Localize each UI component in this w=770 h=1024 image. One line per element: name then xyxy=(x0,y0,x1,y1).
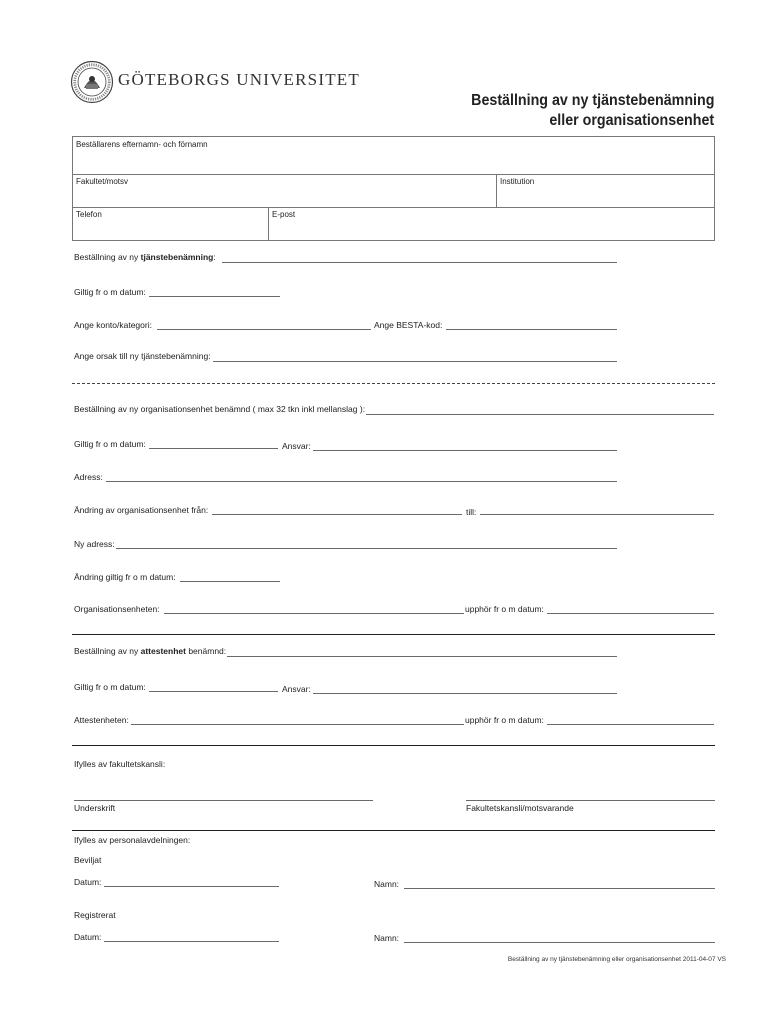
faculty-field[interactable] xyxy=(74,186,494,205)
phone-field[interactable] xyxy=(74,220,266,239)
approved-name-label: Namn: xyxy=(374,879,400,889)
reason-input-line[interactable] xyxy=(213,361,617,362)
org-responsible-input-line[interactable] xyxy=(313,450,617,451)
address-label: Adress: xyxy=(74,472,103,482)
approved-name-input-line[interactable] xyxy=(404,888,715,889)
attest-valid-from-label: Giltig fr o m datum: xyxy=(74,682,146,692)
job-title-input-line[interactable] xyxy=(222,262,617,263)
address-input-line[interactable] xyxy=(106,481,617,482)
change-valid-input-line[interactable] xyxy=(180,581,280,582)
new-address-input-line[interactable] xyxy=(116,548,617,549)
signature-label: Underskrift xyxy=(74,803,116,813)
box-divider xyxy=(268,207,269,241)
change-to-label: till: xyxy=(466,507,477,517)
hr-dept-heading: Ifylles av personalavdelningen: xyxy=(74,835,191,845)
email-field[interactable] xyxy=(270,220,713,239)
change-valid-label: Ändring giltig fr o m datum: xyxy=(74,572,176,582)
registered-name-input-line[interactable] xyxy=(404,942,715,943)
approved-label: Beviljat xyxy=(74,855,102,865)
attest-unit-name-input-line[interactable] xyxy=(227,656,617,657)
org-responsible-label: Ansvar: xyxy=(282,441,311,451)
orderer-name-label: Beställarens efternamn- och förnamn xyxy=(76,140,208,149)
university-seal-icon xyxy=(70,60,114,104)
page-title-line1: Beställning av ny tjänstebenämning xyxy=(470,92,714,109)
box-divider xyxy=(72,174,715,175)
besta-code-input-line[interactable] xyxy=(446,329,617,330)
org-unit-name-input-line[interactable] xyxy=(366,414,714,415)
faculty-office-sign-input-line[interactable] xyxy=(466,800,715,801)
approved-date-label: Datum: xyxy=(74,877,102,887)
form-footer: Beställning av ny tjänstebenämning eller organisationsenhet 2011-04-07 VS xyxy=(507,956,726,963)
section-separator xyxy=(72,634,715,635)
job-title-order-label: Beställning av ny tjänstebenämning: xyxy=(74,252,216,262)
orderer-name-field[interactable] xyxy=(74,150,714,172)
attest-valid-from-input-line[interactable] xyxy=(149,691,278,692)
org-unit-ceases-label: Organisationsenheten: xyxy=(74,604,160,614)
org-unit-ceases-input-line[interactable] xyxy=(164,613,464,614)
org-ceases-date-input-line[interactable] xyxy=(547,613,714,614)
section-separator xyxy=(72,745,715,746)
job-valid-from-input-line[interactable] xyxy=(149,296,280,297)
phone-label: Telefon xyxy=(76,210,102,219)
change-to-input-line[interactable] xyxy=(480,514,714,515)
org-unit-order-label: Beställning av ny organisationsenhet benämnd ( max 32 tkn inkl mellanslag ): xyxy=(74,404,366,414)
attest-unit-order-label: Beställning av ny attestenhet benämnd: xyxy=(74,646,227,656)
attest-responsible-input-line[interactable] xyxy=(313,693,617,694)
attest-ceases-date-input-line[interactable] xyxy=(547,724,714,725)
email-label: E-post xyxy=(272,210,296,219)
org-valid-from-label: Giltig fr o m datum: xyxy=(74,439,146,449)
org-ceases-date-label: upphör fr o m datum: xyxy=(465,604,544,614)
section-separator xyxy=(72,830,715,831)
account-category-label: Ange konto/kategori: xyxy=(74,320,152,330)
account-category-input-line[interactable] xyxy=(157,329,371,330)
reason-label: Ange orsak till ny tjänstebenämning: xyxy=(74,351,211,361)
attest-responsible-label: Ansvar: xyxy=(282,684,311,694)
attest-ceases-date-label: upphör fr o m datum: xyxy=(465,715,544,725)
university-name: GÖTEBORGS UNIVERSITET xyxy=(118,70,360,89)
change-from-input-line[interactable] xyxy=(212,514,462,515)
new-address-label: Ny adress: xyxy=(74,539,115,549)
signature-input-line[interactable] xyxy=(74,800,373,801)
job-valid-from-label: Giltig fr o m datum: xyxy=(74,287,146,297)
faculty-office-sign-label: Fakultetskansli/motsvarande xyxy=(466,803,574,813)
registered-label: Registrerat xyxy=(74,910,116,920)
registered-date-label: Datum: xyxy=(74,932,102,942)
faculty-office-heading: Ifylles av fakultetskansli: xyxy=(74,759,166,769)
attest-unit-ceases-label: Attestenheten: xyxy=(74,715,129,725)
faculty-label: Fakultet/motsv xyxy=(76,177,129,186)
attest-unit-ceases-input-line[interactable] xyxy=(131,724,464,725)
registered-name-label: Namn: xyxy=(374,933,400,943)
page-title-line2: eller organisationsenhet xyxy=(549,112,714,129)
section-separator xyxy=(72,383,715,384)
institution-field[interactable] xyxy=(498,186,713,205)
approved-date-input-line[interactable] xyxy=(104,886,279,887)
institution-label: Institution xyxy=(500,177,535,186)
box-divider xyxy=(496,174,497,207)
box-divider xyxy=(72,207,715,208)
change-from-label: Ändring av organisationsenhet från: xyxy=(74,505,209,515)
org-valid-from-input-line[interactable] xyxy=(149,448,278,449)
besta-code-label: Ange BESTA-kod: xyxy=(374,320,443,330)
registered-date-input-line[interactable] xyxy=(104,941,279,942)
